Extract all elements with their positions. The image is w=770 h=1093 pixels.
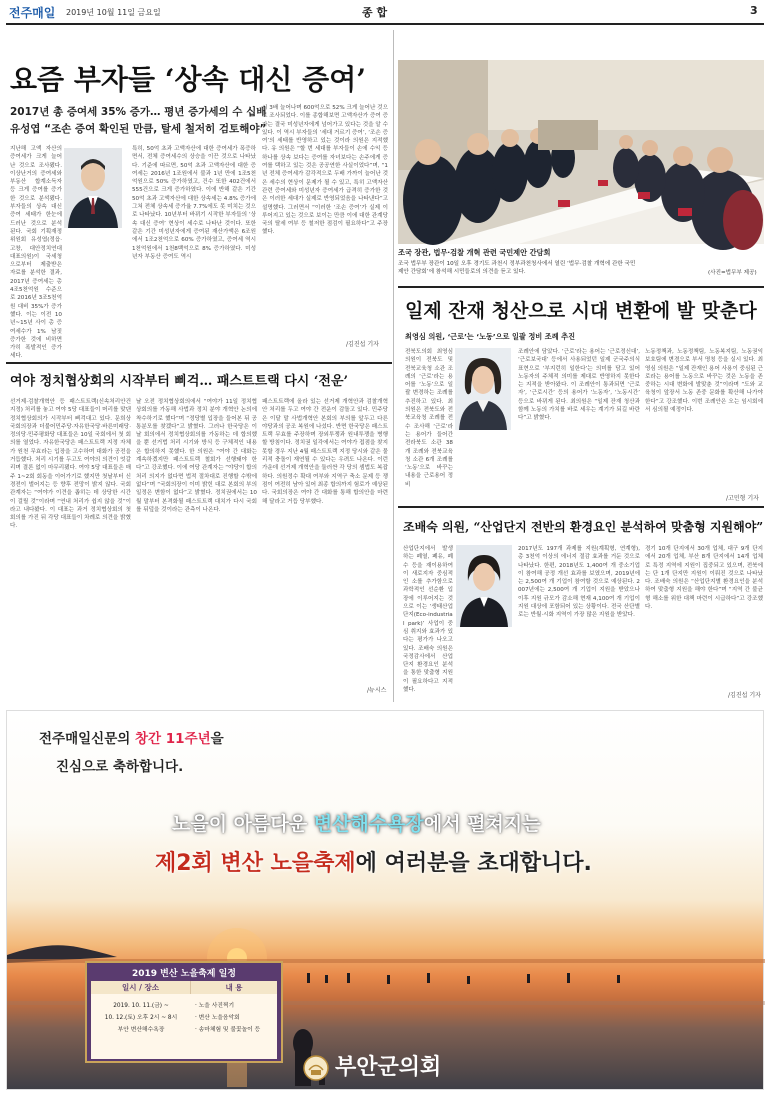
section-name: 종 합: [362, 6, 388, 19]
article1-subhead: 2017년 총 증여세 35% 증가… 평년 증가세의 수 십배: [10, 106, 267, 118]
article4-body-col1: 산업단지에서 발생하는 폐열, 폐유, 폐수 등을 재이용하여 이 새로지자 중심적인 소를 추가함으로 과학적인 선순환 입장에 이루어지는 것으로 이는 ‘생태산업단지(Eco-industrial park)’ 사업이 중심 취지와 효과가 있다는 평가가 나오고 있다. 조배숙 의원은 국정감사에서 산업단지 환경요인 분석을 통한 맞춤형 지원이 필요하다고 지적했다.: [403, 546, 453, 694]
schedule-content-1: · 노을 사진찍기: [195, 1003, 235, 1009]
ad-line1-post: 에서 펼쳐지는: [423, 813, 541, 835]
schedule-date-header: 일시 / 장소: [91, 981, 191, 994]
right-top-divider: [398, 286, 764, 288]
photo-caption-title: 조국 장관, 법무·검찰 개혁 관련 국민제안 간담회: [398, 248, 551, 257]
article1-body-col3: 시 3배 늘어나며 600억으로 52% 크게 늘어난 것으로 조사되었다. 이를 종합해보면 고액자산가 증여 증가는 결국 미성년자에게 넘어가고 있다는 것을 알 수 있다. 이 역시 부자들의 ‘세대 거르기 증여’, ‘조손 증여’의 세태를 반영하고 있는 것이라 의원은 지적했다. 유 의원은 “할 번 세대를 부자들이 손에 수익 등 하나를 상속 보다는 증여를 자녀보다는 손주에게 증여를 택하고 있는 것은 공공연한 사실이었다”며, “1년 전체 증여세가 감각적으로 두배 가까이 늘어난 것은 세수의 현상이 문제가 될 수 있고, 특히 고액자산 관련 증여세와 미성년자 증여세가 급격히 증가한 것은 이러한 세대가 실제로 반영되었음을 나타낸다”고 설명했다. 그러면서 “이러한 ‘조손 증여’가 실제 이루어지고 있는 것으로 보이는 만큼 이에 대한 관계당국의 탈세 여부 등 철저한 점검이 필요하다”고 주장했다.: [262, 105, 388, 236]
ad-congrats: 진심으로 축하합니다.: [56, 759, 184, 775]
schedule-date-line2: 10. 12.(토) 오후 2시 ~ 8시: [104, 1015, 178, 1021]
article4-body-col2: 2017년도 197개 과제를 지원(계획형, 연계형), 총 3천억 이상의 에너지 절감 효과를 거둔 것으로 나타났다. 한편, 2018년도 1,400여 개 중소기업이 참여해 공정 개선 효과를 보였으며, 2019년에는 2,500여 개 기업이 참여할 것으로 예상된다. 2007년에는 2,500여 개 기업이 지원을 받았으나 이후 지원 규모가 감소해 현재 4,100여 개 기업이 지원 대상에 포함되어 있는 상황이다. 전국 산단별로는 반월·시화 지역이 가장 많은 지원을 받았다.: [518, 546, 640, 619]
ad-line1-pre: 노을이 아름다운: [172, 813, 314, 835]
article1-body-col1b: [10, 232, 122, 350]
page-number: 3: [750, 4, 758, 17]
article3-headline: 일제 잔재 청산으로 시대 변환에 발 맞춘다: [405, 300, 757, 322]
ad-invite-line2: [155, 846, 592, 877]
column-divider: [393, 30, 394, 702]
ad-anniversary-highlight: 창간 11주년: [135, 731, 211, 747]
schedule-title: 2019 변산 노을축제 일정: [131, 969, 236, 979]
schedule-venue: 부안 변산해수욕장: [117, 1027, 165, 1033]
top-divider: [6, 362, 392, 364]
article1-byline: /김진섭 기자: [346, 341, 379, 348]
article3-body-col2: 조례안에 담았다. ‘근로’라는 용어는 ‘근로정신대’, ‘근로보국대’ 등에서 사용되었던 일제 군국주의식 표현으로 ‘부지런히 일한다’는 의미를 담고 있어 노동자의 주체적 의미를 제대로 반영하지 못한다는 지적을 받아왔다. 이 조례안이 통과되면 ‘근로자’, ‘근로시간’ 등의 용어가 ‘노동자’, ‘노동시간’ 등으로 바뀌게 된다. 최의원은 “일제 잔재 청산과 함께 노동의 가치를 바로 세우는 계기가 되길 바란다”고 밝혔다.: [518, 349, 640, 422]
masthead: [0, 0, 770, 24]
article3-body-col1b: [405, 432, 513, 502]
article3-byline: /고민형 기자: [726, 495, 759, 502]
ad-line2-post: 에 여러분을 초대합니다.: [355, 851, 592, 876]
article3-subhead: 최영심 의원, ‘근로’는 ‘노동’으로 일괄 정비 조례 추진: [405, 332, 576, 341]
festival-ad: [6, 710, 764, 1090]
article4-body-col3: 경기 10개 단지에서 30개 업체, 대구 9개 단지에서 20개 업체, 부산 8개 단지에서 14개 업체로 특정 지역에 지원이 집중되고 있으며, 전북에는 단 1개 단지만 지원이 이뤄진 것으로 나타났다. 조배숙 의원은 “산업단지별 환경요인을 분석하여 맞춤형 지원을 해야 한다”며 “지역 간 불균형 해소를 위한 대책 마련이 시급하다”고 강조했다.: [645, 546, 763, 611]
article2-body-col1: 선거제·검찰개혁안 등 패스트트랙(신속처리안건 지정) 처리를 놓고 여야 5당 대표들이 머리를 맞댄 정치협상회의가 시작부터 삐걱대고 있다. 문희상 국회의장과 더불어민주당·자유한국당·바른미래당·정의당·민주평화당 대표들은 10일 국회에서 첫 회의를 열었다. 자유한국당은 패스트트랙 지정 자체가 원천 무효라는 입장을 고수하며 대화가 공전을 거듭했다. 처리 시기를 두고도 여야의 의견이 엇갈리며 결론 없이 마무리됐다. 여야 5당 대표들은 매주 1~2회 회동을 이어가기로 했지만 첫날부터 신경전이 벌어지는 등 향후 전망이 밝지 않다. 국회 관계자는 “여야가 이견을 좁히는 데 상당한 시간이 걸릴 것”이라며 “연내 처리가 쉽지 않을 것”이라고 내다봤다. 이 대표는 과거 정치협상회의 첫 회의를 가진 뒤 각당 대표들이 차례로 의견을 밝혔다.: [10, 399, 131, 530]
council-emblem-icon: [303, 1055, 329, 1081]
article1-subhead-quote: 유성엽 “조손 증여 확인된 만큼, 탈세 철저히 검토해야”: [10, 123, 267, 135]
portrait-choi-photo: [455, 348, 511, 430]
schedule-table: [91, 981, 277, 1059]
issue-date: 2019년 10월 11일 금요일: [66, 8, 161, 17]
ad-anniversary-pre: 전주매일신문의: [39, 731, 135, 747]
ad-anniversary-line: [39, 727, 224, 747]
article4-headline: 조배숙 의원, “산업단지 전반의 환경요인 분석하여 맞춤형 지원해야”: [403, 520, 764, 534]
mid-right-divider: [398, 506, 764, 508]
ad-line2-highlight: 제2회 변산 노을축제: [155, 851, 356, 876]
portrait-cho-photo: [456, 545, 512, 627]
photo-credit: (사진=법무부 제공): [708, 270, 757, 276]
article2-body-col3: 패스트트랙에 올라 있는 선거제 개혁안과 검찰개혁안 처리를 두고 여야 간 전운이 감돌고 있다. 민주당은 이달 말 사법개혁안 본회의 부의를 앞두고 다른 야당과의 공조 복원에 나섰다. 반면 한국당은 패스트트랙 무효를 주장하며 장외투쟁과 원내투쟁을 병행할 방침이다. 정치권 일각에서는 여야가 접점을 찾지 못할 경우 지난 4월 패스트트랙 지정 당시와 같은 물리적 충돌이 재연될 수 있다는 우려도 나온다. 이런 가운데 선거제 개혁안을 둘러싼 각 당의 셈법도 복잡하다. 의원정수 확대 여부와 지역구 축소 문제 등 쟁점이 여전히 남아 있어 최종 합의까지 험로가 예상된다. 국회의장은 여야 간 대화를 통해 합의안을 마련해 달라고 거듭 당부했다.: [262, 399, 388, 505]
article1-body-col2: 특히, 50억 초과 고액자산에 대한 증여세가 폭증하면서, 전체 증여세수의 상승을 이끈 것으로 나타났다. 기준에 따르면, 50억 초과 고액자산에 대한 증여세는 2016년 1조원에서 불과 1년 만에 1조5천억원으로 50% 증가하였고, 건수 또한 402건에서 555건으로 크게 증가하였다. 이에 반해 같은 기간 50억 초과 고액자산에 대한 상속세는 4.8% 증가에 그쳐 전체 상속세 증가율 7.7%에도 못 미치는 것으로 나타났다. 10년부터 바뀌기 시작한 부자들의 ‘상속 대신 증여’ 현상이 세수로 나타난 것이다. 또한 같은 기간 미성년자에게 증여된 재산가액은 6조원에서 1조2천억으로 60% 증가하였고, 증여세 역시 1천억원에서 1천8백억으로 8% 증가하였다. 미성년자 부동산 증여도 역시: [132, 146, 257, 260]
schedule-box: [85, 961, 283, 1063]
paper-name: 전주매일: [9, 6, 56, 20]
article2-headline: 여야 정치협상회의 시작부터 삐걱… 패스트트랙 다시 ‘전운’: [10, 374, 349, 389]
article4-byline: /김진섭 기자: [728, 692, 761, 699]
masthead-rule: [6, 23, 764, 25]
schedule-date-line1: 2019. 10. 11.(금) ~: [113, 1003, 169, 1009]
article3-body-col3: 노동정책과, 노동정책팀, 노동복지팀, 노동권익보호팀에 변경으로 부서 명칭 등을 실시 있다. 최영심 의원은 “일제 잔재인 용어 사용이 중심된 근로라는 용어를 노동으로 바꾸는 것은 노동을 존중하는 시대 변화에 발맞춘 것”이라며 “도와 교육청이 앞장서 노동 존중 문화를 확산해 나가야 한다”고 강조했다. 이번 조례안은 오는 임시회에서 심의될 예정이다.: [645, 349, 764, 414]
portrait-photo: [64, 148, 122, 228]
article1-body-col1: 지난해 고액 자산의 증여세가 크게 늘어난 것으로 조사됐다. 이상난거의 증여세와 부동산 합계소득자 등 크게 증여를 증가한 것으로 분석됐다. 부자들의 상속 대신 증여 세태가 한눈에 드러난 것으로 분석된다. 국회 기획재정위원회 유성엽(정읍·고창, 대안정치연대 대표의원)이 국세청으로부터 제출받은 자료를 분석한 결과, 2017년 증여세는 총 4조5천억원 수준으로 2016년 3조5천억원 대비 35%가 증가했다. 이는 이전 10년~15년 사이 총 증여세수가 1% 남짓 증가한 것에 비하면 가히 폭발적인 증가세다.: [10, 146, 62, 360]
article2-body-col2: 날 오전 정치협상회의에서 “여야가 11일 정치협상회의를 가동해 사법과 정치 분야 개혁안 논의에 착수하기로 했다”며 “정당별 입장을 들어본 뒤 공통분모를 찾겠다”고 밝혔다. 그러나 한국당은 이날 회의에서 정치협상회의를 가동하는 데 합의했을 뿐 선거법 처리 시기와 방식 등 구체적인 내용은 합의하지 못했다. 한 의원은 “여야 간 대화는 계속하겠지만 패스트트랙 철회가 선행돼야 한다”고 강조했다. 이에 여당 관계자는 “야당이 합의 처리 의지가 없다면 법적 절차대로 진행할 수밖에 없다”며 “국회의장이 이미 밝힌 대로 본회의 부의 일정은 변함이 없다”고 밝혔다. 정치권에서는 10월 말부터 본격화될 패스트트랙 대치가 다시 국회를 뒤덮을 것이라는 관측이 나온다.: [136, 399, 257, 513]
article2-byline: /뉴시스: [367, 687, 387, 694]
article3-body-col1: 전북도의회 최영심 의원이 전북도 및 전북교육청 소관 조례의 ‘근로’라는 용어를 ‘노동’으로 일괄 변경하는 조례를 추진하고 있다. 최의원은 전북도와 전북교육청 조례를 전수 조사해 ‘근로’라는 용어가 들어간 전라북도 소관 38개 조례와 전북교육청 소관 6개 조례를 ‘노동’으로 바꾸는 내용을 근로용어 정비: [405, 349, 453, 488]
schedule-content-2: · 변산 노을음악회: [195, 1015, 240, 1021]
ad-line1-highlight: 변산해수욕장: [313, 813, 424, 835]
article1-headline: 요즘 부자들 ‘상속 대신 증여’: [10, 63, 367, 96]
schedule-content-3: · 송마체험 및 불꽃놀이 등: [195, 1027, 261, 1033]
schedule-content-header: 내 용: [191, 981, 277, 994]
ad-invite-line1: [172, 809, 541, 836]
council-name: 부안군의회: [335, 1055, 442, 1080]
ad-anniversary-post: 을: [210, 731, 224, 747]
meeting-photo: [398, 60, 764, 244]
photo-caption-body: 조국 법무부 장관이 10일 오후 경기도 과천시 정부과천청사에서 열린 ‘법무·검찰 개혁에 관한 국민제안 간담회’에 참석해 시민들로의 의견을 듣고 있다.: [398, 261, 636, 275]
